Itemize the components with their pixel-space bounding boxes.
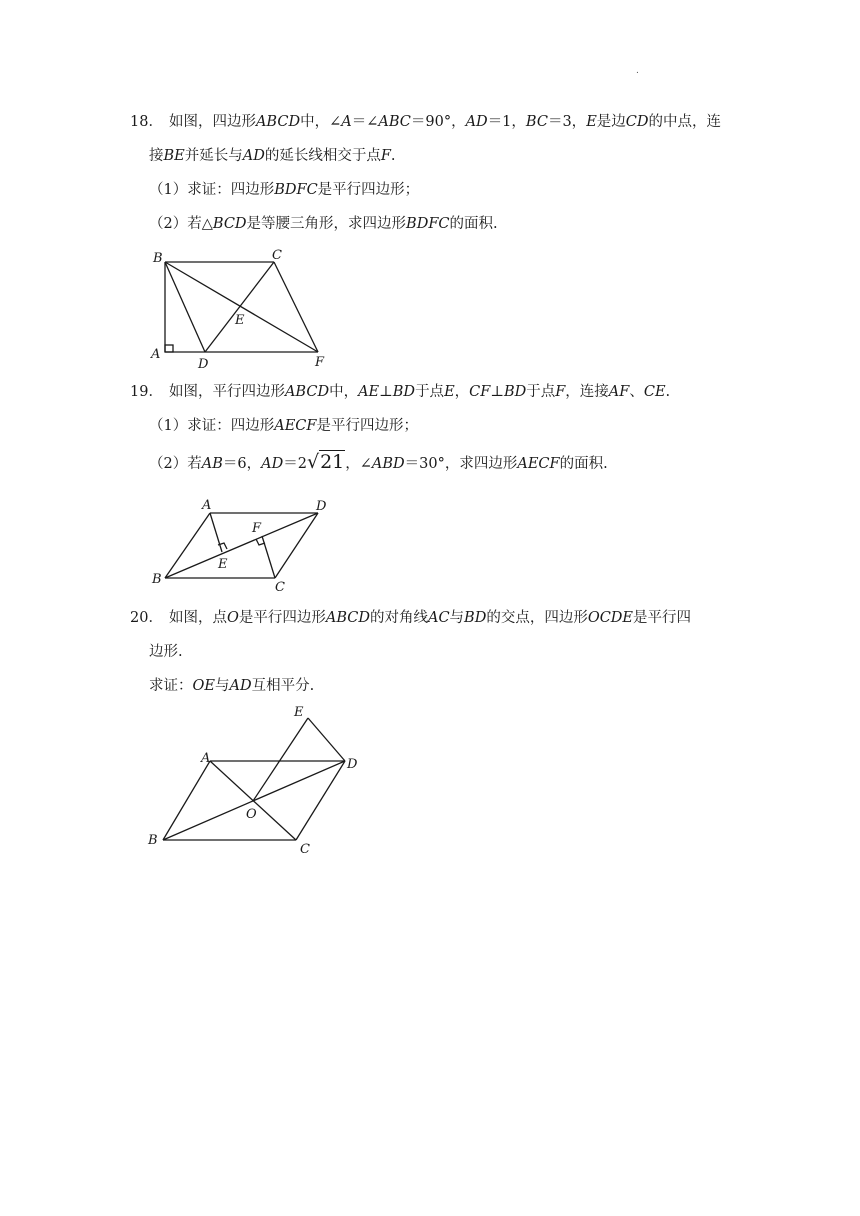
q20-bd: BD	[464, 610, 487, 626]
q19-part2-text: 的面积.	[559, 456, 608, 472]
q18-part2-bcd: BCD	[212, 216, 247, 232]
q18-label-e: E	[235, 313, 245, 328]
q18-f: F	[380, 148, 391, 164]
q20-segment-ab	[163, 761, 210, 840]
q19-label-d: D	[316, 499, 327, 514]
q19-part2-text: ，∠	[345, 456, 372, 472]
q20-text: 是平行四	[633, 610, 692, 626]
q18-segment-bd	[165, 262, 205, 352]
q18-be: BE	[163, 148, 185, 164]
q19-bd2: BD	[503, 384, 527, 400]
q20-text: 与	[449, 610, 465, 626]
q18-label-d: D	[198, 357, 209, 372]
q20-label-o: O	[246, 807, 257, 822]
q20-abcd: ABCD	[325, 610, 370, 626]
q18-cd: CD	[625, 114, 649, 130]
q19-part2-text: （2）若	[149, 456, 202, 472]
q20-oe: OE	[192, 678, 215, 694]
q19-abcd: ABCD	[284, 384, 330, 400]
q19-radicand: 21	[320, 451, 345, 473]
q20-o: O	[226, 610, 239, 626]
q18-number: 18．	[130, 114, 163, 130]
q20-segment-ed	[308, 718, 345, 761]
q19-e: E	[444, 384, 455, 400]
q19-text: 、	[629, 384, 644, 400]
q19-bd: BD	[392, 384, 416, 400]
q18-part2-text: 是等腰三角形，求四边形	[246, 216, 407, 232]
q19-part1-text: （1）求证：四边形	[149, 418, 275, 434]
q19-sqrt: √21	[306, 451, 345, 473]
q19-part2-aecf: AECF	[517, 456, 560, 472]
q20-label-d: D	[347, 757, 358, 772]
q19-label-f: F	[252, 521, 262, 536]
q19-part2-abd: ABD	[371, 456, 405, 472]
q18-label-b: B	[153, 251, 163, 266]
q18-ad2: AD	[242, 148, 265, 164]
q19-text: 如图，平行四边形	[168, 384, 285, 400]
q19-label-b: B	[152, 572, 162, 587]
q19-text: .	[665, 384, 671, 400]
q19-label-e: E	[218, 557, 228, 572]
q20-ad: AD	[229, 678, 252, 694]
q19-text: 于点	[415, 384, 445, 400]
q19-figure	[151, 498, 327, 595]
q20-ocde: OCDE	[587, 610, 634, 626]
q18-part1-text: （1）求证：四边形	[149, 182, 275, 198]
q19-perp: ⊥	[379, 384, 393, 400]
q20-text: 边形.	[149, 644, 183, 660]
q18-abcd: ABCD	[255, 114, 301, 130]
q20-text: 如图，点	[168, 610, 227, 626]
q20-label-c: C	[300, 842, 310, 857]
q19-text: 中，	[329, 384, 359, 400]
q19-segment-cf	[262, 536, 275, 578]
q20-label-a: A	[201, 751, 211, 766]
q19-ce: CE	[643, 384, 666, 400]
q20-label-b: B	[148, 833, 158, 848]
q20-text: 是平行四边形	[238, 610, 326, 626]
q18-text: 并延长与	[184, 148, 243, 164]
q19-part2-text: ＝30°，求四边形	[404, 456, 518, 472]
q18-text: 如图，四边形	[168, 114, 256, 130]
q19-segment-ae	[210, 513, 222, 552]
q19-f: F	[555, 384, 566, 400]
q19-number: 19．	[130, 384, 163, 400]
q18-text: 中，∠	[300, 114, 342, 130]
q19-af: AF	[608, 384, 630, 400]
q18-bc: BC	[525, 114, 548, 130]
q19-part2-text: ＝6，	[222, 456, 262, 472]
q18-text: ＝3，	[547, 114, 587, 130]
q20-text: 的交点，四边形	[486, 610, 588, 626]
q18-label-c: C	[272, 248, 282, 263]
q18-part1-bdfc: BDFC	[274, 182, 318, 198]
q19-text: ，	[454, 384, 470, 400]
q19-text: 于点	[526, 384, 556, 400]
q20-number: 20．	[130, 610, 163, 626]
q18-text: ＝90°，	[410, 114, 466, 130]
q20-label-e: E	[294, 705, 304, 720]
q20-prove-text: 互相平分.	[251, 678, 315, 694]
q19-part1-text: 是平行四边形；	[316, 418, 418, 434]
q20-text: 的对角线	[369, 610, 428, 626]
q18-text: 接	[149, 148, 164, 164]
q18-abc: ABC	[378, 114, 411, 130]
q18-text: 的延长线相交于点	[264, 148, 381, 164]
q18-text: ＝1，	[487, 114, 526, 130]
q19-cf: CF	[469, 384, 491, 400]
q19-right-angle-e	[218, 543, 227, 549]
q20-figure	[147, 705, 358, 857]
q19-ae: AE	[358, 384, 380, 400]
q19-part2-ad: AD	[261, 456, 284, 472]
q18-part1-text: 是平行四边形；	[317, 182, 420, 198]
q18-label-f: F	[315, 355, 325, 370]
q18-segment-dc	[205, 262, 274, 352]
q18-figure	[150, 248, 325, 372]
q19-part1-aecf: AECF	[274, 418, 317, 434]
q18-right-angle-mark	[165, 345, 173, 352]
q18-text: ＝∠	[351, 114, 379, 130]
q20-prove-text: 与	[214, 678, 230, 694]
q18-segment-bf	[165, 262, 318, 352]
q18-part2-text: 的面积.	[449, 216, 498, 232]
q19-perp: ⊥	[490, 384, 504, 400]
q20-segment-dc	[296, 761, 345, 840]
q20-ac: AC	[427, 610, 450, 626]
q18-a: A	[341, 114, 352, 130]
q20-prove-text: 求证：	[149, 678, 193, 694]
q19-text: ，连接	[565, 384, 609, 400]
q18-text: 是边	[596, 114, 626, 130]
q19-label-c: C	[275, 580, 285, 595]
q18-e: E	[586, 114, 597, 130]
q18-ad: AD	[465, 114, 488, 130]
q18-text: 的中点，连	[648, 114, 722, 130]
q18-part2-bdfc: BDFC	[406, 216, 450, 232]
q18-part2-text: （2）若△	[149, 216, 213, 232]
q19-part2-ab: AB	[201, 456, 223, 472]
q19-part2-text: ＝2	[283, 456, 307, 472]
q18-label-a: A	[151, 347, 161, 362]
q18-text: .	[390, 148, 396, 164]
q19-label-a: A	[202, 498, 212, 513]
page-marker: .	[636, 66, 639, 76]
